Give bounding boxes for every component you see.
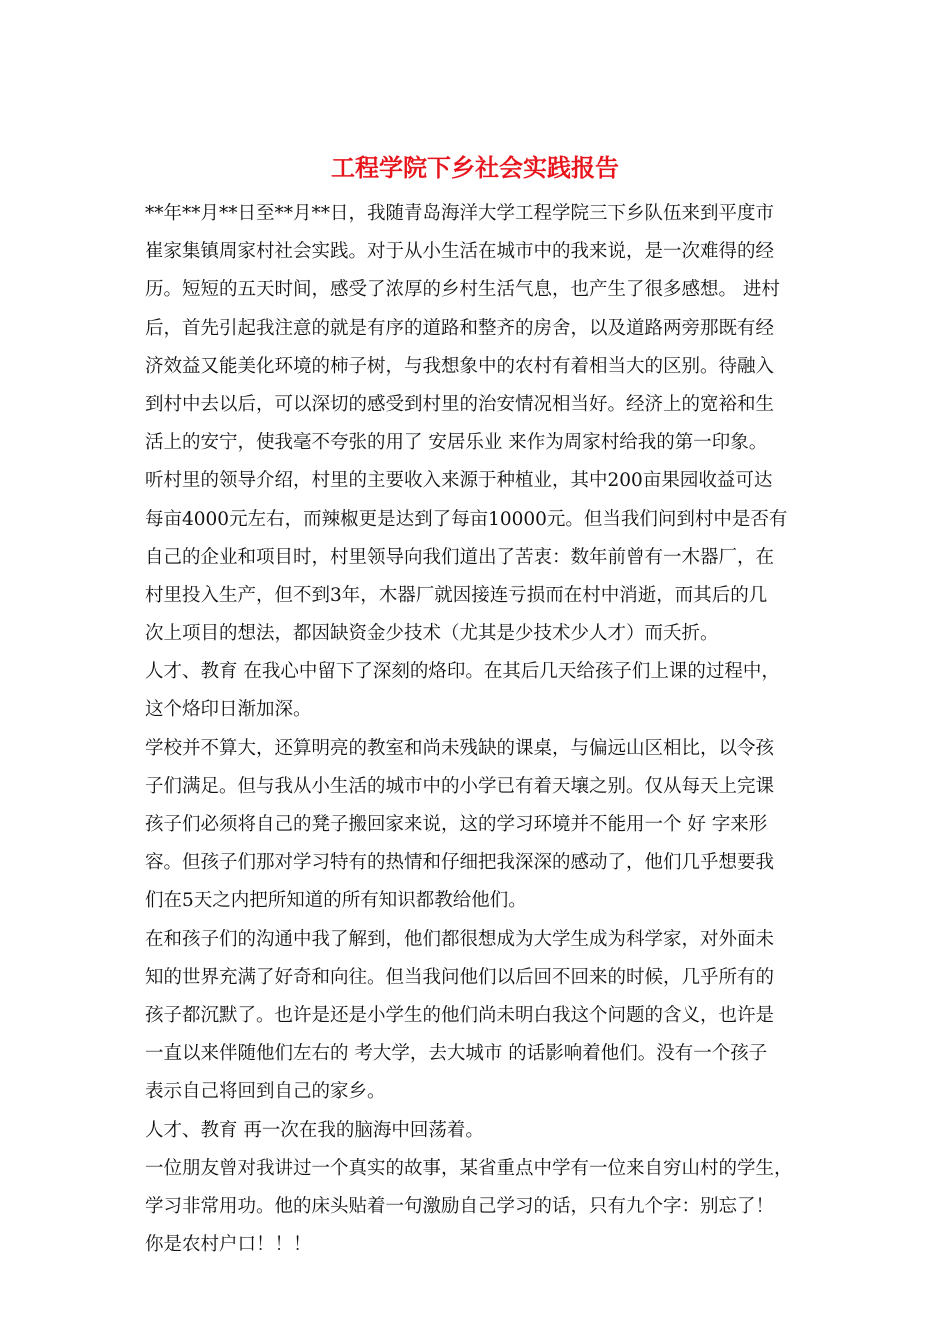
body-line: 在和孩子们的沟通中我了解到，他们都很想成为大学生成为科学家，对外面未	[145, 928, 775, 950]
body-line: 人才、教育 再一次在我的脑海中回荡着。	[145, 1119, 484, 1141]
body-line: 到村中去以后，可以深切的感受到村里的治安情况相当好。经济上的宽裕和生	[145, 393, 775, 415]
body-line: 听村里的领导介绍，村里的主要收入来源于种植业，其中200亩果园收益可达	[145, 470, 773, 492]
body-line: 你是农村户口！！！	[145, 1234, 312, 1256]
body-line: 知的世界充满了好奇和向往。但当我问他们以后回不回来的时候，几乎所有的	[145, 966, 775, 988]
body-line: 自己的企业和项目时，村里领导向我们道出了苦衷：数年前曾有一木器厂，在	[145, 546, 775, 568]
body-line: **年**月**日至**月**日，我随青岛海洋大学工程学院三下乡队伍来到平度市	[145, 203, 775, 224]
body-line: 容。但孩子们那对学习特有的热情和仔细把我深深的感动了，他们几乎想要我	[145, 852, 775, 874]
body-line: 历。短短的五天时间，感受了浓厚的乡村生活气息，也产生了很多感想。 进村	[145, 279, 780, 301]
document-body	[145, 195, 815, 1264]
body-line: 人才、教育 在我心中留下了深刻的烙印。在其后几天给孩子们上课的过程中，	[145, 661, 780, 683]
body-line: 一位朋友曾对我讲过一个真实的故事，某省重点中学有一位来自穷山村的学生，	[145, 1157, 793, 1179]
body-line: 崔家集镇周家村社会实践。对于从小生活在城市中的我来说，是一次难得的经	[145, 241, 775, 263]
body-line: 次上项目的想法，都因缺资金少技术（尤其是少技术少人才）而夭折。	[145, 623, 719, 645]
body-line: 学习非常用功。他的床头贴着一句激励自己学习的话，只有九个字：别忘了！	[145, 1195, 775, 1217]
body-line: 活上的安宁，使我毫不夸张的用了 安居乐业 来作为周家村给我的第一印象。	[145, 432, 768, 454]
body-line: 们在5天之内把所知道的所有知识都教给他们。	[145, 890, 527, 912]
body-line: 这个烙印日渐加深。	[145, 699, 312, 721]
document-title: 工程学院下乡社会实践报告	[331, 153, 619, 182]
body-line: 村里投入生产，但不到3年，木器厂就因接连亏损而在村中消逝，而其后的几	[145, 584, 768, 606]
body-line: 孩子都沉默了。也许是还是小学生的他们尚未明白我这个问题的含义，也许是	[145, 1004, 775, 1026]
body-line: 子们满足。但与我从小生活的城市中的小学已有着天壤之别。仅从每天上完课	[145, 775, 775, 797]
body-line: 每亩4000元左右，而辣椒更是达到了每亩10000元。但当我们问到村中是否有	[145, 508, 788, 530]
body-line: 表示自己将回到自己的家乡。	[145, 1081, 386, 1103]
body-line: 学校并不算大，还算明亮的教室和尚未残缺的课桌，与偏远山区相比，以令孩	[145, 737, 775, 759]
body-line: 济效益又能美化环境的柿子树，与我想象中的农村有着相当大的区别。待融入	[145, 355, 775, 377]
body-line: 后，首先引起我注意的就是有序的道路和整齐的房舍，以及道路两旁那既有经	[145, 317, 775, 339]
body-line: 孩子们必须将自己的凳子搬回家来说，这的学习环境并不能用一个 好 字来形	[145, 814, 768, 835]
body-line: 一直以来伴随他们左右的 考大学，去大城市 的话影响着他们。没有一个孩子	[145, 1043, 768, 1065]
